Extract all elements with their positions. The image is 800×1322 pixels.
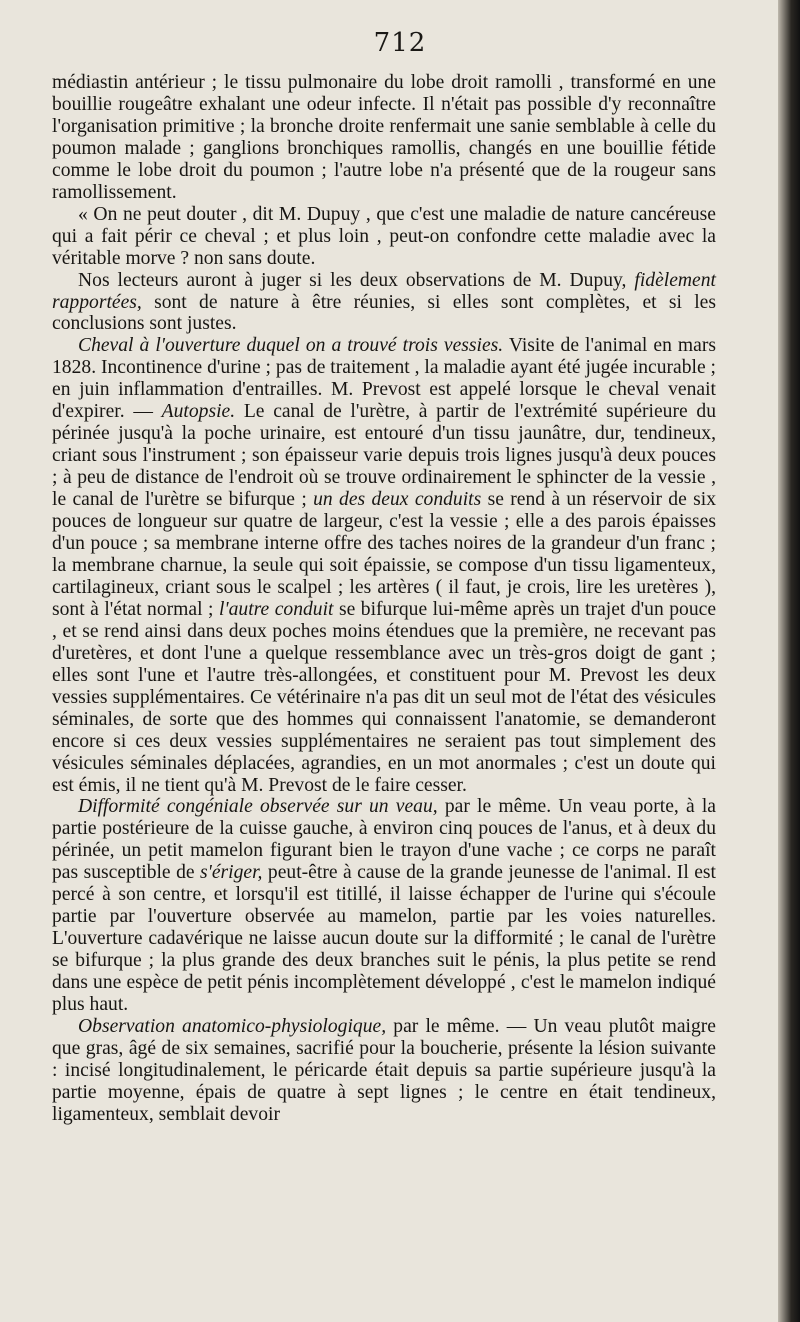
paragraph-text: se bifurque lui-même après un trajet d'un pouce , et se rend ainsi dans deux poches moins étendues que la première, ne recevant pas d'uretères, et dont l'une a quelque ressemblance avec un très-gros doigt de gant ; elles sont l'une et l'autre très-allongées, et constituent pour M. Prevost les deux vessies supplémentaires. Ce vétérinaire n'a pas dit un seul mot de l'état des vésicules séminales, de sorte que des hommes qui connaissent l'anatomie, se demanderont encore si ces deux vessies supplémentaires ne seraient pas tout simplement des vésicules séminales déplacées, agrandies, en un mot anormales ; c'est un doute qui est émis, il ne tient qu'à M. Prevost de le faire cesser. bbox=[52, 598, 717, 796]
italic-phrase: Autopsie. bbox=[161, 401, 236, 423]
paragraph-text: peut-être à cause de la grande jeunesse de l'animal. Il est percé à son centre, et lorsqu'il est titillé, il laisse échapper de l'urine qui s'écoule partie par l'ouverture observée au mamelon, partie par les voies naturelles. L'ouverture cadavérique ne laisse aucun doute sur la difformité ; le canal de l'urètre se bifurque ; la plus grande des deux branches suit le pénis, la plus petite se rend dans une espèce de petit pénis incomplètement développé , c'est le mamelon indiqué plus haut. bbox=[52, 862, 716, 1016]
paragraph-calf-deformity bbox=[52, 796, 716, 1016]
italic-phrase: fidèlement rapportées, bbox=[52, 269, 716, 313]
page-body bbox=[52, 72, 716, 1126]
section-title: Observation anatomico-physiologique, bbox=[78, 1015, 387, 1037]
paragraph-text: se rend à un réservoir de six pouces de longueur sur quatre de largeur, c'est la vessie ; elle a des parois épaisses d'un pouce ; sa membrane interne offre des taches noires de la grandeur d'un franc ; la membrane charnue, la seule qui soit épaissie, se compose d'un tissu ligamenteux, cartilagineux, criant sous le scalpel ; les artères ( il faut, je crois, lire les uretères ), sont à l'état normal ; bbox=[52, 489, 716, 620]
page-number: 712 bbox=[373, 28, 427, 58]
paragraph-text: par le même. — Un veau plutôt maigre que gras, âgé de six semaines, sacrifié pour la boucherie, présente la lésion suivante : incisé longitudinalement, le péricarde était depuis sa partie supérieure jusqu'à la partie moyenne, épais de quatre à sept lignes ; le centre en était tendineux, ligamenteux, semblait devoir bbox=[52, 1015, 716, 1125]
paragraph-text: « On ne peut douter , dit M. Dupuy , que c'est une maladie de nature cancéreuse qui a fait périr ce cheval ; et plus loin , peut-on confondre cette maladie avec la véritable morve ? non sans doute. bbox=[52, 203, 716, 269]
paragraph-text: Visite de l'animal en mars 1828. Incontinence d'urine ; pas de traitement , la maladie ayant été jugée incurable ; en juin inflammation d'entrailles. M. Prevost est appelé lorsque le cheval venait d'expirer. — bbox=[52, 335, 717, 423]
paragraph-text: par le même. Un veau porte, à la partie postérieure de la cuisse gauche, à environ cinq pouces de l'anus, et à deux du périnée, un petit mamelon figurant bien le trayon d'une vache ; ce corps ne paraît pas susceptible de bbox=[52, 796, 716, 884]
book-spine-shadow bbox=[778, 0, 800, 1322]
paragraph-dupuy-quote bbox=[52, 204, 716, 270]
paragraph-text: Le canal de l'urètre, à partir de l'extrémité supérieure du périnée jusqu'à la poche urinaire, est entouré d'un tissu jaunâtre, dur, tendineux, criant sous l'instrument ; son épaisseur varie depuis trois lignes jusqu'à deux pouces ; à peu de distance de l'endroit où se trouve ordinairement le sphincter de la vessie , le canal de l'urètre se bifurque ; bbox=[52, 401, 716, 511]
paragraph-text: médiastin antérieur ; le tissu pulmonaire du lobe droit ramolli , transformé en une bouillie rougeâtre exhalant une odeur infecte. Il n'était pas possible d'y reconnaître l'organisation primitive ; la bronche droite renfermait une sanie semblable à celle du poumon malade ; ganglions bronchiques ramollis, changés en une bouillie fétide comme le lobe droit du poumon ; l'autre lobe n'a présenté que de la rougeur sans ramollissement. bbox=[52, 72, 716, 203]
italic-phrase: l'autre conduit bbox=[218, 598, 334, 620]
paragraph-text: sont de nature à être réunies, si elles sont complètes, et si les conclusions sont justes. bbox=[52, 291, 716, 335]
paragraph-readers-judgement bbox=[52, 270, 716, 336]
paragraph-text: Nos lecteurs auront à juger si les deux observations de M. Dupuy, bbox=[78, 269, 635, 291]
section-title: Difformité congéniale observée sur un veau, bbox=[78, 796, 438, 818]
italic-phrase: s'ériger, bbox=[200, 862, 263, 884]
italic-phrase: un des deux conduits bbox=[313, 489, 482, 511]
paragraph-lung-lesion bbox=[52, 72, 716, 204]
section-title: Cheval à l'ouverture duquel on a trouvé trois vessies. bbox=[78, 335, 504, 357]
paragraph-anatomico-observation bbox=[52, 1016, 716, 1126]
paragraph-three-bladders bbox=[52, 335, 716, 796]
